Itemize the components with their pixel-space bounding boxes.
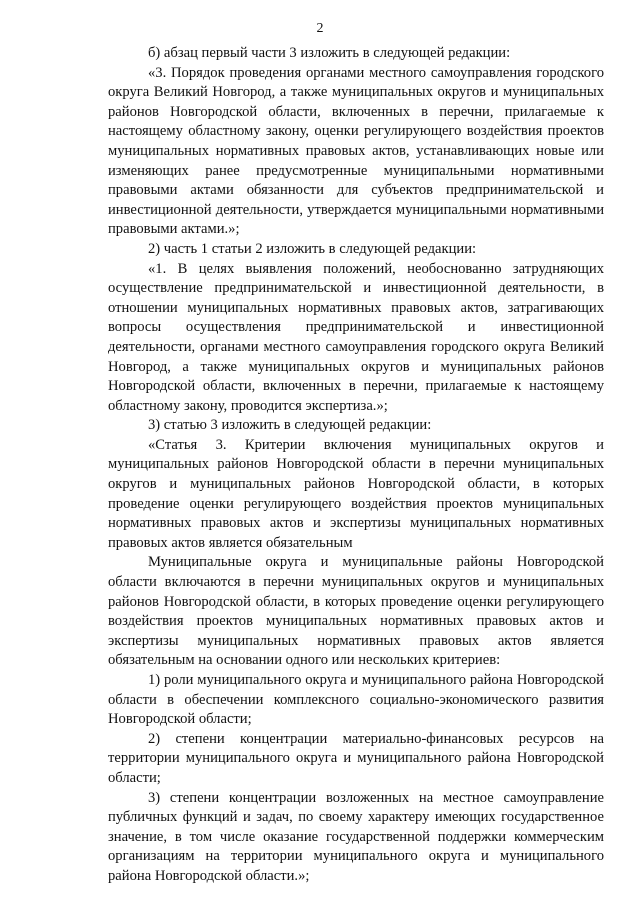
- page-number: 2: [316, 21, 324, 36]
- criterion-1: 1) роли муниципального округа и муниципального района Новгородской области в обеспечении комплексного социально-экономического развития Новгородской области;: [108, 672, 604, 728]
- paragraph-article-3-body: Муниципальные округа и муниципальные районы Новгородской области включаются в перечни муниципальных округов и муниципальных районов Новгородской области, в которых проведение оценки регулирующего воздействия проектов муниципальных нормативных правовых актов и экспертизы муниципальных нормативных правовых актов является обязательным на основании одного или нескольких критериев:: [108, 554, 604, 669]
- paragraph-part-3-text: «3. Порядок проведения органами местного самоуправления городского округа Великий Новгород, а также муниципальных округов и муниципальных районов Новгородской области, включенных в перечни, прилагаемые к настоящему областному закону, оценки регулирующего воздействия проектов муниципальных нормативных правовых актов, устанавливающих новые или изменяющих ранее предусмотренные муниципальными нормативными правовыми актами обязанности для субъектов предпринимательской и инвестиционной деятельности, утверждается муниципальными нормативными правовыми актами.»;: [108, 64, 604, 238]
- paragraph-amendment-b: б) абзац первый части 3 изложить в следующей редакции:: [148, 45, 511, 61]
- paragraph-amendment-3: 3) статью 3 изложить в следующей редакции:: [148, 417, 432, 434]
- paragraph-amendment-2: 2) часть 1 статьи 2 изложить в следующей редакции:: [148, 240, 477, 257]
- paragraph-article-3-heading: «Статья 3. Критерии включения муниципальных округов и муниципальных районов Новгородской области в перечни муниципальных округов и муниципальных районов Новгородской области, в которых проведение оценки регулирующего воздействия проектов муниципальных нормативных правовых актов и экспертизы муниципальных нормативных правовых актов является обязательным: [108, 436, 604, 551]
- paragraph-article-2-part-1-text: «1. В целях выявления положений, необоснованно затрудняющих осуществление предпринимательской и инвестиционной деятельности, в отношении муниципальных нормативных правовых актов, затрагивающих вопросы осуществления предпринимательской и инвестиционной деятельности, органами местного самоуправления городского округа Великий Новгород, а также муниципальных округов и муниципальных районов Новгородской области, включенных в перечни, прилагаемые к настоящему областному закону, проводится экспертиза.»;: [108, 260, 604, 414]
- criterion-3: 3) степени концентрации возложенных на местное самоуправление публичных функций и задач, по своему характеру имеющих государственное значение, в том числе оказание государственной поддержки коммерческим организациям на территории муниципального округа и муниципального района Новгородской области.»;: [108, 789, 604, 884]
- criterion-2: 2) степени концентрации материально-финансовых ресурсов на территории муниципального округа и муниципального района Новгородской области;: [108, 730, 604, 786]
